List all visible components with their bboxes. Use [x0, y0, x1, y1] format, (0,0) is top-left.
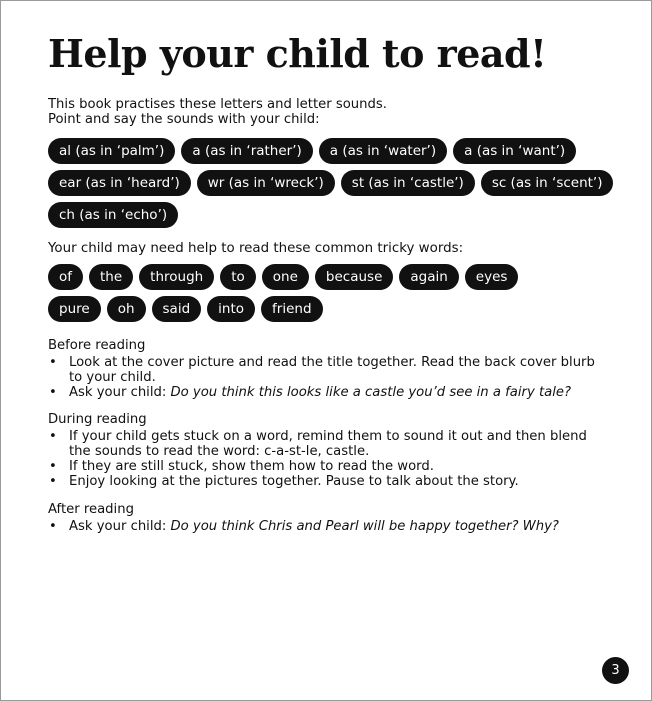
after-reading-heading: After reading [48, 502, 134, 517]
sound-pill: al (as in ‘palm’) [48, 138, 175, 164]
tricky-words-list [48, 264, 568, 322]
sound-pill: wr (as in ‘wreck’) [197, 170, 335, 196]
bullet-icon: • [49, 459, 57, 474]
tricky-word-pill: again [399, 264, 458, 290]
sound-pill: st (as in ‘castle’) [341, 170, 475, 196]
bullet-icon: • [49, 355, 57, 370]
before-reading-section [48, 338, 608, 400]
tricky-word-pill: pure [48, 296, 101, 322]
bullet-icon: • [49, 429, 57, 444]
before-reading-list [48, 355, 608, 400]
page-title: Help your child to read! [48, 31, 547, 76]
sound-pill: a (as in ‘rather’) [181, 138, 312, 164]
page-number: 3 [602, 657, 629, 684]
after-reading-section [48, 502, 608, 534]
tricky-word-pill: because [315, 264, 393, 290]
letter-sounds-list [48, 138, 618, 228]
during-reading-list [48, 429, 608, 489]
list-item-text: Look at the cover picture and read the title together. Read the back cover blurb to your child. [69, 355, 595, 385]
tricky-word-pill: into [207, 296, 255, 322]
list-item-text: If they are still stuck, show them how to read the word. [69, 459, 434, 474]
list-item [48, 459, 608, 474]
sound-pill: ch (as in ‘echo’) [48, 202, 178, 228]
tricky-word-pill: friend [261, 296, 323, 322]
tricky-word-pill: of [48, 264, 83, 290]
list-item [48, 519, 608, 534]
intro-text [48, 97, 387, 127]
intro-line-1: This book practises these letters and letter sounds. [48, 97, 387, 112]
during-reading-heading: During reading [48, 412, 147, 427]
tricky-word-pill: through [139, 264, 214, 290]
bullet-icon: • [49, 474, 57, 489]
list-item-text: If your child gets stuck on a word, remind them to sound it out and then blend the sounds to read the word: c-a-st-le, castle. [69, 429, 587, 459]
tricky-word-pill: said [152, 296, 202, 322]
list-item [48, 429, 608, 459]
bullet-icon: • [49, 385, 57, 400]
tricky-word-pill: to [220, 264, 256, 290]
after-reading-list [48, 519, 608, 534]
list-item-text: Ask your child: [69, 385, 171, 400]
question-text: Do you think Chris and Pearl will be happy together? Why? [170, 519, 559, 534]
before-reading-heading: Before reading [48, 338, 146, 353]
list-item [48, 385, 608, 400]
sound-pill: sc (as in ‘scent’) [481, 170, 614, 196]
list-item-text: Ask your child: [69, 519, 171, 534]
tricky-word-pill: the [89, 264, 133, 290]
question-text: Do you think this looks like a castle you’d see in a fairy tale? [170, 385, 571, 400]
tricky-word-pill: oh [107, 296, 146, 322]
bullet-icon: • [49, 519, 57, 534]
sound-pill: a (as in ‘water’) [319, 138, 447, 164]
sound-pill: a (as in ‘want’) [453, 138, 576, 164]
list-item-text: Enjoy looking at the pictures together. Pause to talk about the story. [69, 474, 519, 489]
tricky-word-pill: eyes [465, 264, 519, 290]
intro-line-2: Point and say the sounds with your child: [48, 112, 320, 127]
sound-pill: ear (as in ‘heard’) [48, 170, 191, 196]
during-reading-section [48, 412, 608, 489]
tricky-words-intro: Your child may need help to read these common tricky words: [48, 241, 464, 256]
tricky-word-pill: one [262, 264, 309, 290]
list-item [48, 355, 608, 385]
list-item [48, 474, 608, 489]
